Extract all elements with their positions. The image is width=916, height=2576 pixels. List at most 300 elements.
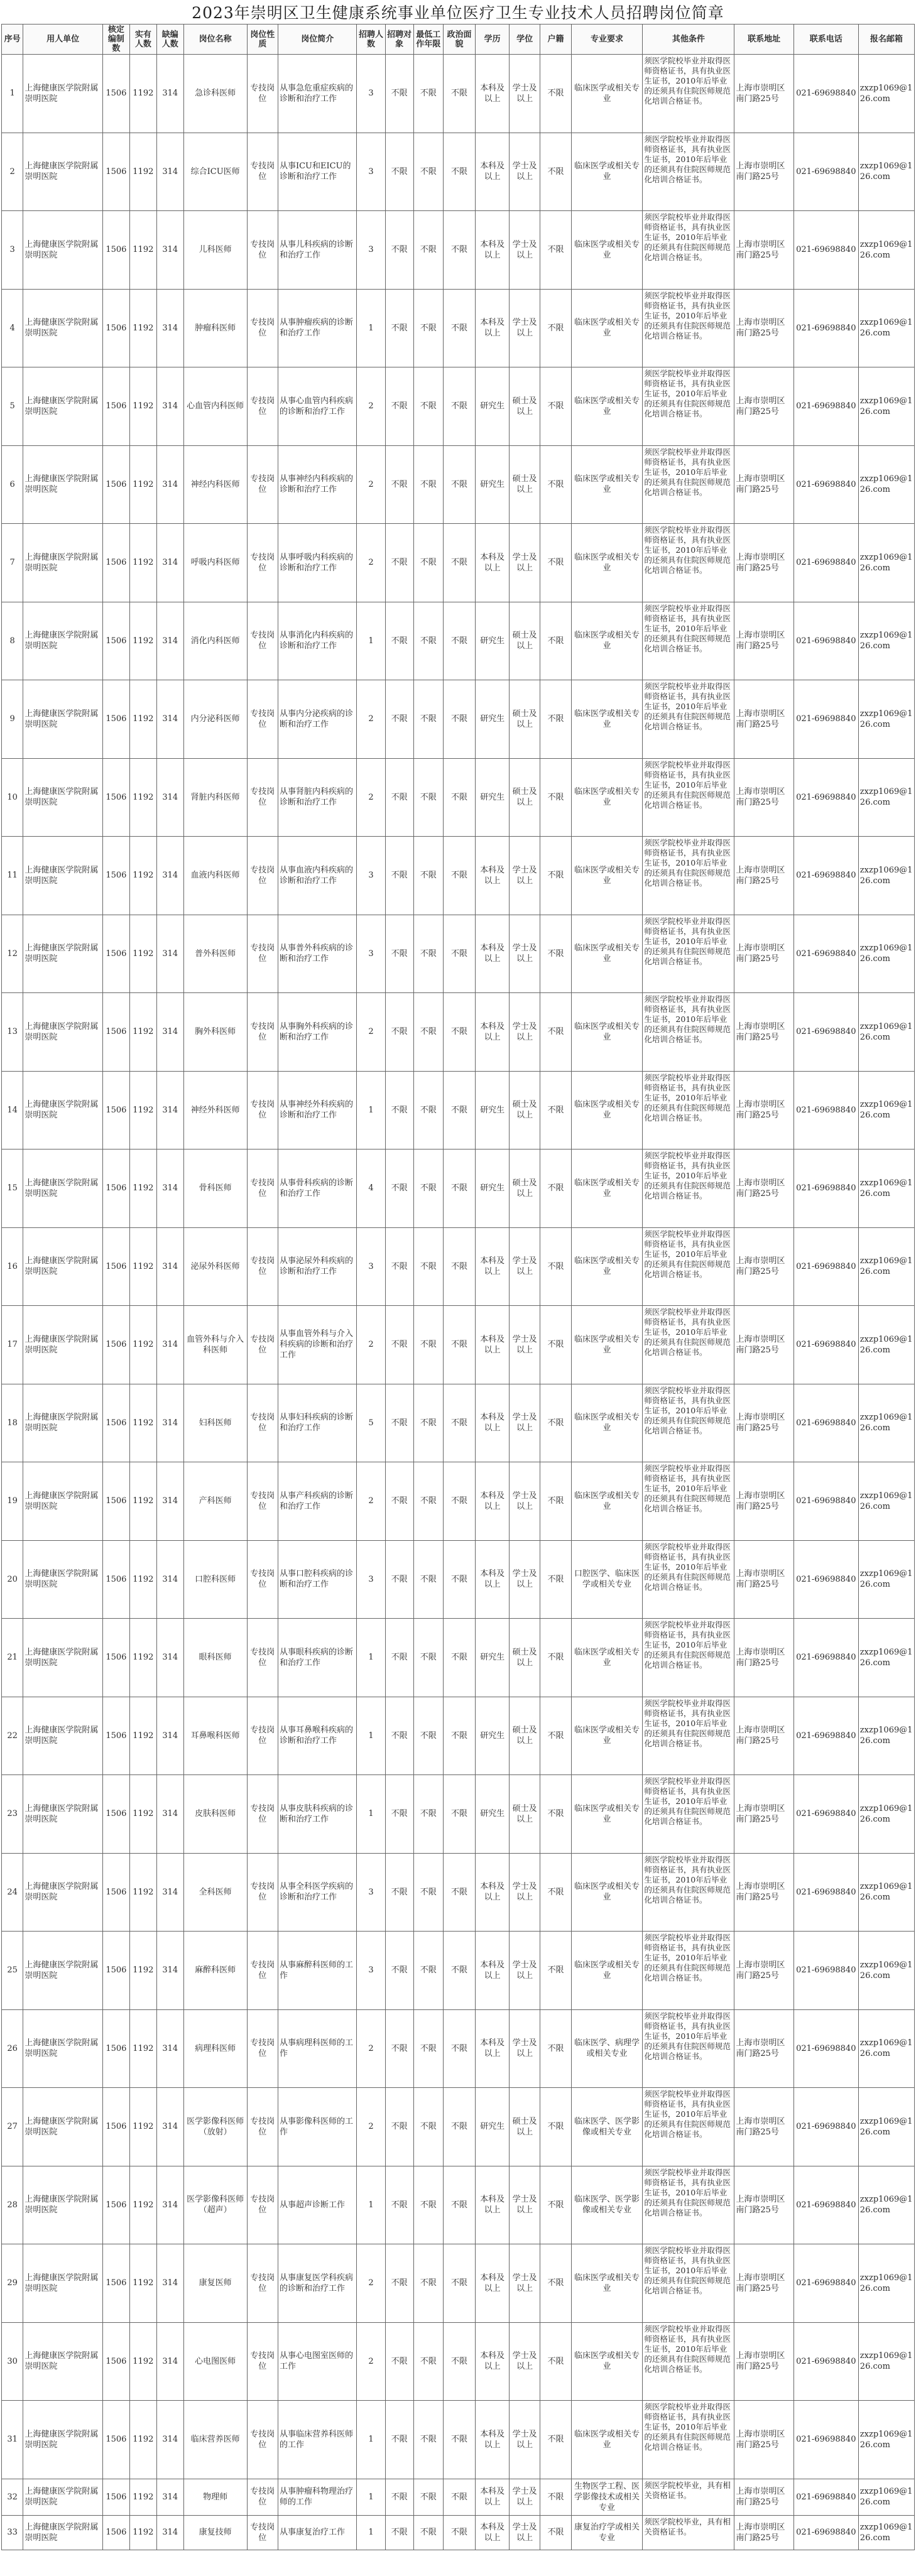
cell-serial: 7 (2, 524, 23, 602)
cell-quota: 1506 (102, 1697, 129, 1775)
cell-address: 上海市崇明区南门路25号 (734, 1071, 793, 1149)
cell-education: 本科及以上 (476, 2009, 510, 2088)
cell-degree: 学士及以上 (509, 133, 540, 211)
cell-post-name: 普外科医师 (183, 915, 247, 993)
cell-target: 不限 (385, 680, 413, 759)
cell-quota: 1506 (102, 2244, 129, 2323)
cell-education: 研究生 (476, 1071, 510, 1149)
cell-post-name: 消化内科医师 (183, 602, 247, 680)
cell-target: 不限 (385, 1619, 413, 1697)
table-row (2, 1697, 915, 1775)
cell-political: 不限 (443, 1306, 476, 1384)
cell-serial: 6 (2, 445, 23, 524)
cell-post-name: 产科医师 (183, 1462, 247, 1541)
cell-hukou: 不限 (540, 1540, 571, 1619)
cell-political: 不限 (443, 993, 476, 1072)
cell-education: 本科及以上 (476, 1932, 510, 2010)
cell-min-years: 不限 (413, 1227, 443, 1306)
cell-major: 临床医学或相关专业 (571, 133, 643, 211)
cell-unit: 上海健康医学院附属崇明医院 (23, 680, 103, 759)
cell-major: 临床医学或相关专业 (571, 1462, 643, 1541)
page-title: 2023年崇明区卫生健康系统事业单位医疗卫生专业技术人员招聘岗位简章 (192, 4, 724, 22)
cell-vacancy: 314 (156, 2515, 183, 2550)
cell-min-years: 不限 (413, 602, 443, 680)
cell-serial: 32 (2, 2479, 23, 2515)
cell-address: 上海市崇明区南门路25号 (734, 1462, 793, 1541)
cell-major: 临床医学或相关专业 (571, 1149, 643, 1228)
table-row (2, 1227, 915, 1306)
cell-post-desc: 从事神经外科疾病的诊断和治疗工作 (278, 1071, 357, 1149)
cell-political: 不限 (443, 680, 476, 759)
cell-degree: 硕士及以上 (509, 1697, 540, 1775)
cell-min-years: 不限 (413, 1540, 443, 1619)
cell-target: 不限 (385, 1540, 413, 1619)
cell-phone: 021-69698840 (793, 1932, 858, 2010)
cell-vacancy: 314 (156, 1697, 183, 1775)
cell-vacancy: 314 (156, 2166, 183, 2244)
cell-hukou: 不限 (540, 1306, 571, 1384)
cell-count: 5 (357, 1384, 385, 1462)
cell-address: 上海市崇明区南门路25号 (734, 758, 793, 837)
cell-education: 研究生 (476, 758, 510, 837)
cell-actual: 1192 (129, 1853, 156, 1932)
cell-unit: 上海健康医学院附属崇明医院 (23, 2515, 103, 2550)
table-row (2, 680, 915, 759)
cell-degree: 学士及以上 (509, 2479, 540, 2515)
cell-post-desc: 从事神经内科疾病的诊断和治疗工作 (278, 445, 357, 524)
cell-degree: 硕士及以上 (509, 1071, 540, 1149)
cell-min-years: 不限 (413, 2479, 443, 2515)
cell-actual: 1192 (129, 2401, 156, 2479)
cell-unit: 上海健康医学院附属崇明医院 (23, 1227, 103, 1306)
cell-actual: 1192 (129, 445, 156, 524)
cell-email: zxzp1069@126.com (858, 837, 914, 915)
cell-actual: 1192 (129, 55, 156, 133)
cell-actual: 1192 (129, 1932, 156, 2010)
cell-vacancy: 314 (156, 1384, 183, 1462)
col-header: 学位 (509, 24, 540, 55)
cell-post-desc: 从事临床营养科医师的工作 (278, 2401, 357, 2479)
cell-education: 研究生 (476, 1775, 510, 1854)
cell-political: 不限 (443, 1775, 476, 1854)
cell-count: 2 (357, 2009, 385, 2088)
cell-min-years: 不限 (413, 915, 443, 993)
cell-major: 临床医学或相关专业 (571, 837, 643, 915)
cell-serial: 22 (2, 1697, 23, 1775)
cell-post-desc: 从事普外科疾病的诊断和治疗工作 (278, 915, 357, 993)
table-row (2, 2088, 915, 2166)
cell-vacancy: 314 (156, 1227, 183, 1306)
cell-political: 不限 (443, 445, 476, 524)
cell-vacancy: 314 (156, 680, 183, 759)
cell-hukou: 不限 (540, 2479, 571, 2515)
cell-count: 1 (357, 1697, 385, 1775)
cell-actual: 1192 (129, 2322, 156, 2401)
cell-quota: 1506 (102, 2088, 129, 2166)
table-row (2, 55, 915, 133)
cell-actual: 1192 (129, 2244, 156, 2323)
cell-conditions: 须医学院校毕业并取得医师资格证书，具有执业医生证书，2010年后毕业的还须具有住院医师规范化培训合格证书。 (643, 1619, 734, 1697)
cell-phone: 021-69698840 (793, 1227, 858, 1306)
col-header: 缺编人数 (156, 24, 183, 55)
cell-vacancy: 314 (156, 758, 183, 837)
cell-conditions: 须医学院校毕业并取得医师资格证书，具有执业医生证书，2010年后毕业的还须具有住院医师规范化培训合格证书。 (643, 367, 734, 446)
cell-unit: 上海健康医学院附属崇明医院 (23, 915, 103, 993)
cell-vacancy: 314 (156, 2009, 183, 2088)
cell-post-name: 骨科医师 (183, 1149, 247, 1228)
cell-actual: 1192 (129, 680, 156, 759)
cell-email: zxzp1069@126.com (858, 2401, 914, 2479)
cell-target: 不限 (385, 1227, 413, 1306)
cell-post-desc: 从事耳鼻喉科疾病的诊断和治疗工作 (278, 1697, 357, 1775)
cell-education: 本科及以上 (476, 55, 510, 133)
cell-conditions: 须医学院校毕业并取得医师资格证书，具有执业医生证书，2010年后毕业的还须具有住院医师规范化培训合格证书。 (643, 2088, 734, 2166)
cell-actual: 1192 (129, 133, 156, 211)
cell-min-years: 不限 (413, 133, 443, 211)
cell-degree: 学士及以上 (509, 1853, 540, 1932)
cell-phone: 021-69698840 (793, 1540, 858, 1619)
cell-education: 本科及以上 (476, 837, 510, 915)
cell-min-years: 不限 (413, 2515, 443, 2550)
cell-serial: 31 (2, 2401, 23, 2479)
cell-vacancy: 314 (156, 2244, 183, 2323)
cell-hukou: 不限 (540, 1071, 571, 1149)
cell-serial: 17 (2, 1306, 23, 1384)
cell-post-name: 康复医师 (183, 2244, 247, 2323)
cell-vacancy: 314 (156, 367, 183, 446)
cell-unit: 上海健康医学院附属崇明医院 (23, 211, 103, 290)
cell-serial: 9 (2, 680, 23, 759)
table-row (2, 445, 915, 524)
cell-major: 临床医学或相关专业 (571, 211, 643, 290)
cell-post-nature: 专技岗位 (247, 2088, 278, 2166)
cell-post-nature: 专技岗位 (247, 445, 278, 524)
cell-vacancy: 314 (156, 289, 183, 367)
cell-conditions: 须医学院校毕业并取得医师资格证书，具有执业医生证书，2010年后毕业的还须具有住院医师规范化培训合格证书。 (643, 680, 734, 759)
cell-phone: 021-69698840 (793, 1306, 858, 1384)
cell-count: 2 (357, 2322, 385, 2401)
cell-count: 3 (357, 1932, 385, 2010)
cell-actual: 1192 (129, 524, 156, 602)
cell-education: 本科及以上 (476, 993, 510, 1072)
cell-count: 3 (357, 211, 385, 290)
col-header: 联系地址 (734, 24, 793, 55)
cell-unit: 上海健康医学院附属崇明医院 (23, 1853, 103, 1932)
cell-count: 3 (357, 55, 385, 133)
cell-phone: 021-69698840 (793, 2322, 858, 2401)
cell-hukou: 不限 (540, 2088, 571, 2166)
cell-hukou: 不限 (540, 1853, 571, 1932)
cell-count: 2 (357, 1462, 385, 1541)
cell-count: 4 (357, 1149, 385, 1228)
cell-target: 不限 (385, 1071, 413, 1149)
cell-post-nature: 专技岗位 (247, 2244, 278, 2323)
cell-post-desc: 从事全科医学疾病的诊断和治疗工作 (278, 1853, 357, 1932)
cell-min-years: 不限 (413, 1619, 443, 1697)
cell-conditions: 须医学院校毕业，具有相关资格证书。 (643, 2515, 734, 2550)
cell-post-nature: 专技岗位 (247, 1619, 278, 1697)
cell-actual: 1192 (129, 2479, 156, 2515)
cell-target: 不限 (385, 2479, 413, 2515)
cell-major: 口腔医学、临床医学或相关专业 (571, 1540, 643, 1619)
cell-conditions: 须医学院校毕业并取得医师资格证书，具有执业医生证书，2010年后毕业的还须具有住院医师规范化培训合格证书。 (643, 1932, 734, 2010)
cell-quota: 1506 (102, 1775, 129, 1854)
cell-hukou: 不限 (540, 55, 571, 133)
cell-email: zxzp1069@126.com (858, 602, 914, 680)
cell-actual: 1192 (129, 915, 156, 993)
cell-target: 不限 (385, 367, 413, 446)
cell-target: 不限 (385, 2166, 413, 2244)
cell-unit: 上海健康医学院附属崇明医院 (23, 133, 103, 211)
cell-address: 上海市崇明区南门路25号 (734, 1306, 793, 1384)
cell-target: 不限 (385, 211, 413, 290)
cell-political: 不限 (443, 1932, 476, 2010)
cell-email: zxzp1069@126.com (858, 2166, 914, 2244)
cell-quota: 1506 (102, 1227, 129, 1306)
cell-quota: 1506 (102, 2401, 129, 2479)
cell-major: 临床医学或相关专业 (571, 1071, 643, 1149)
cell-count: 1 (357, 2479, 385, 2515)
cell-conditions: 须医学院校毕业并取得医师资格证书，具有执业医生证书，2010年后毕业的还须具有住院医师规范化培训合格证书。 (643, 2244, 734, 2323)
cell-phone: 021-69698840 (793, 602, 858, 680)
cell-email: zxzp1069@126.com (858, 1853, 914, 1932)
cell-major: 临床医学或相关专业 (571, 524, 643, 602)
cell-hukou: 不限 (540, 367, 571, 446)
cell-target: 不限 (385, 524, 413, 602)
cell-major: 临床医学或相关专业 (571, 915, 643, 993)
cell-target: 不限 (385, 2401, 413, 2479)
cell-post-desc: 从事病理科医师的工作 (278, 2009, 357, 2088)
cell-serial: 15 (2, 1149, 23, 1228)
cell-education: 本科及以上 (476, 915, 510, 993)
cell-post-nature: 专技岗位 (247, 1071, 278, 1149)
cell-address: 上海市崇明区南门路25号 (734, 837, 793, 915)
table-row (2, 758, 915, 837)
cell-vacancy: 314 (156, 2322, 183, 2401)
cell-post-desc: 从事心电图室医师的工作 (278, 2322, 357, 2401)
cell-post-desc: 从事血管外科与介入科疾病的诊断和治疗工作 (278, 1306, 357, 1384)
cell-address: 上海市崇明区南门路25号 (734, 915, 793, 993)
cell-serial: 30 (2, 2322, 23, 2401)
cell-unit: 上海健康医学院附属崇明医院 (23, 993, 103, 1072)
cell-email: zxzp1069@126.com (858, 1071, 914, 1149)
cell-target: 不限 (385, 1932, 413, 2010)
cell-political: 不限 (443, 2088, 476, 2166)
cell-count: 1 (357, 1775, 385, 1854)
cell-unit: 上海健康医学院附属崇明医院 (23, 1306, 103, 1384)
cell-post-name: 急诊科医师 (183, 55, 247, 133)
cell-phone: 021-69698840 (793, 1149, 858, 1228)
cell-target: 不限 (385, 837, 413, 915)
cell-vacancy: 314 (156, 1462, 183, 1541)
cell-address: 上海市崇明区南门路25号 (734, 1775, 793, 1854)
cell-major: 临床医学或相关专业 (571, 445, 643, 524)
cell-unit: 上海健康医学院附属崇明医院 (23, 1462, 103, 1541)
cell-target: 不限 (385, 2244, 413, 2323)
cell-post-name: 血管外科与介入科医师 (183, 1306, 247, 1384)
cell-post-nature: 专技岗位 (247, 1462, 278, 1541)
cell-min-years: 不限 (413, 55, 443, 133)
cell-serial: 19 (2, 1462, 23, 1541)
cell-count: 1 (357, 2166, 385, 2244)
cell-degree: 硕士及以上 (509, 602, 540, 680)
cell-serial: 29 (2, 2244, 23, 2323)
cell-serial: 20 (2, 1540, 23, 1619)
cell-post-desc: 从事内分泌疾病的诊断和治疗工作 (278, 680, 357, 759)
cell-hukou: 不限 (540, 2244, 571, 2323)
cell-degree: 硕士及以上 (509, 1775, 540, 1854)
cell-vacancy: 314 (156, 1149, 183, 1228)
table-row (2, 211, 915, 290)
cell-post-desc: 从事急危重症疾病的诊断和治疗工作 (278, 55, 357, 133)
cell-major: 生物医学工程、医学影像技术或相关专业 (571, 2479, 643, 2515)
cell-target: 不限 (385, 602, 413, 680)
cell-unit: 上海健康医学院附属崇明医院 (23, 367, 103, 446)
table-row (2, 602, 915, 680)
cell-post-desc: 从事ICU和EICU的诊断和治疗工作 (278, 133, 357, 211)
cell-count: 1 (357, 1071, 385, 1149)
cell-quota: 1506 (102, 55, 129, 133)
cell-unit: 上海健康医学院附属崇明医院 (23, 1619, 103, 1697)
cell-political: 不限 (443, 211, 476, 290)
cell-post-name: 心电图医师 (183, 2322, 247, 2401)
table-row (2, 1384, 915, 1462)
cell-email: zxzp1069@126.com (858, 2244, 914, 2323)
cell-actual: 1192 (129, 1149, 156, 1228)
cell-min-years: 不限 (413, 1071, 443, 1149)
cell-conditions: 须医学院校毕业并取得医师资格证书，具有执业医生证书，2010年后毕业的还须具有住院医师规范化培训合格证书。 (643, 1384, 734, 1462)
cell-min-years: 不限 (413, 445, 443, 524)
cell-education: 本科及以上 (476, 1384, 510, 1462)
cell-count: 2 (357, 367, 385, 446)
cell-count: 2 (357, 1306, 385, 1384)
cell-address: 上海市崇明区南门路25号 (734, 602, 793, 680)
cell-post-desc: 从事肿瘤疾病的诊断和治疗工作 (278, 289, 357, 367)
cell-quota: 1506 (102, 524, 129, 602)
cell-post-nature: 专技岗位 (247, 133, 278, 211)
cell-count: 3 (357, 1227, 385, 1306)
cell-address: 上海市崇明区南门路25号 (734, 1540, 793, 1619)
cell-conditions: 须医学院校毕业并取得医师资格证书，具有执业医生证书，2010年后毕业的还须具有住院医师规范化培训合格证书。 (643, 1853, 734, 1932)
cell-phone: 021-69698840 (793, 2401, 858, 2479)
cell-vacancy: 314 (156, 2401, 183, 2479)
cell-post-name: 物理师 (183, 2479, 247, 2515)
cell-quota: 1506 (102, 758, 129, 837)
col-header: 岗位简介 (278, 24, 357, 55)
table-row (2, 1071, 915, 1149)
cell-post-name: 泌尿外科医师 (183, 1227, 247, 1306)
cell-degree: 学士及以上 (509, 211, 540, 290)
cell-hukou: 不限 (540, 2009, 571, 2088)
cell-serial: 4 (2, 289, 23, 367)
cell-post-desc: 从事妇科疾病的诊断和治疗工作 (278, 1384, 357, 1462)
cell-political: 不限 (443, 1071, 476, 1149)
col-header: 招聘对象 (385, 24, 413, 55)
cell-major: 康复治疗学或相关专业 (571, 2515, 643, 2550)
cell-vacancy: 314 (156, 1540, 183, 1619)
cell-serial: 3 (2, 211, 23, 290)
cell-count: 2 (357, 680, 385, 759)
cell-target: 不限 (385, 2515, 413, 2550)
cell-degree: 学士及以上 (509, 1462, 540, 1541)
cell-unit: 上海健康医学院附属崇明医院 (23, 1775, 103, 1854)
cell-min-years: 不限 (413, 524, 443, 602)
table-row (2, 2515, 915, 2550)
cell-post-name: 麻醉科医师 (183, 1932, 247, 2010)
cell-phone: 021-69698840 (793, 1697, 858, 1775)
cell-political: 不限 (443, 1384, 476, 1462)
cell-email: zxzp1069@126.com (858, 993, 914, 1072)
cell-unit: 上海健康医学院附属崇明医院 (23, 1932, 103, 2010)
table-row (2, 837, 915, 915)
col-header: 用人单位 (23, 24, 103, 55)
cell-conditions: 须医学院校毕业并取得医师资格证书，具有执业医生证书，2010年后毕业的还须具有住院医师规范化培训合格证书。 (643, 2009, 734, 2088)
table-row (2, 2009, 915, 2088)
cell-hukou: 不限 (540, 1775, 571, 1854)
cell-education: 本科及以上 (476, 2322, 510, 2401)
cell-address: 上海市崇明区南门路25号 (734, 524, 793, 602)
cell-hukou: 不限 (540, 289, 571, 367)
cell-serial: 13 (2, 993, 23, 1072)
cell-address: 上海市崇明区南门路25号 (734, 993, 793, 1072)
cell-phone: 021-69698840 (793, 915, 858, 993)
cell-unit: 上海健康医学院附属崇明医院 (23, 2088, 103, 2166)
cell-hukou: 不限 (540, 993, 571, 1072)
cell-conditions: 须医学院校毕业并取得医师资格证书，具有执业医生证书，2010年后毕业的还须具有住院医师规范化培训合格证书。 (643, 993, 734, 1072)
cell-post-nature: 专技岗位 (247, 2515, 278, 2550)
cell-email: zxzp1069@126.com (858, 1775, 914, 1854)
cell-min-years: 不限 (413, 2009, 443, 2088)
cell-post-nature: 专技岗位 (247, 524, 278, 602)
cell-conditions: 须医学院校毕业并取得医师资格证书，具有执业医生证书，2010年后毕业的还须具有住院医师规范化培训合格证书。 (643, 1697, 734, 1775)
table-row (2, 1540, 915, 1619)
col-header: 岗位名称 (183, 24, 247, 55)
cell-min-years: 不限 (413, 211, 443, 290)
cell-major: 临床医学或相关专业 (571, 1853, 643, 1932)
cell-actual: 1192 (129, 1306, 156, 1384)
cell-hukou: 不限 (540, 2515, 571, 2550)
cell-post-nature: 专技岗位 (247, 2166, 278, 2244)
cell-count: 1 (357, 289, 385, 367)
cell-address: 上海市崇明区南门路25号 (734, 211, 793, 290)
cell-political: 不限 (443, 1619, 476, 1697)
cell-address: 上海市崇明区南门路25号 (734, 2244, 793, 2323)
cell-target: 不限 (385, 2009, 413, 2088)
cell-min-years: 不限 (413, 1149, 443, 1228)
cell-phone: 021-69698840 (793, 2088, 858, 2166)
cell-degree: 硕士及以上 (509, 680, 540, 759)
cell-vacancy: 314 (156, 1306, 183, 1384)
cell-post-nature: 专技岗位 (247, 1697, 278, 1775)
cell-vacancy: 314 (156, 602, 183, 680)
col-header: 核定编制数 (102, 24, 129, 55)
cell-political: 不限 (443, 1462, 476, 1541)
cell-post-name: 医学影像科医师（放射） (183, 2088, 247, 2166)
cell-post-name: 神经内科医师 (183, 445, 247, 524)
cell-count: 2 (357, 993, 385, 1072)
cell-email: zxzp1069@126.com (858, 524, 914, 602)
cell-post-desc: 从事胸外科疾病的诊断和治疗工作 (278, 993, 357, 1072)
cell-vacancy: 314 (156, 993, 183, 1072)
cell-post-nature: 专技岗位 (247, 1853, 278, 1932)
cell-phone: 021-69698840 (793, 445, 858, 524)
cell-conditions: 须医学院校毕业并取得医师资格证书，具有执业医生证书，2010年后毕业的还须具有住院医师规范化培训合格证书。 (643, 1227, 734, 1306)
cell-conditions: 须医学院校毕业并取得医师资格证书，具有执业医生证书，2010年后毕业的还须具有住院医师规范化培训合格证书。 (643, 602, 734, 680)
cell-hukou: 不限 (540, 1697, 571, 1775)
cell-post-name: 妇科医师 (183, 1384, 247, 1462)
cell-count: 1 (357, 2515, 385, 2550)
cell-serial: 25 (2, 1932, 23, 2010)
